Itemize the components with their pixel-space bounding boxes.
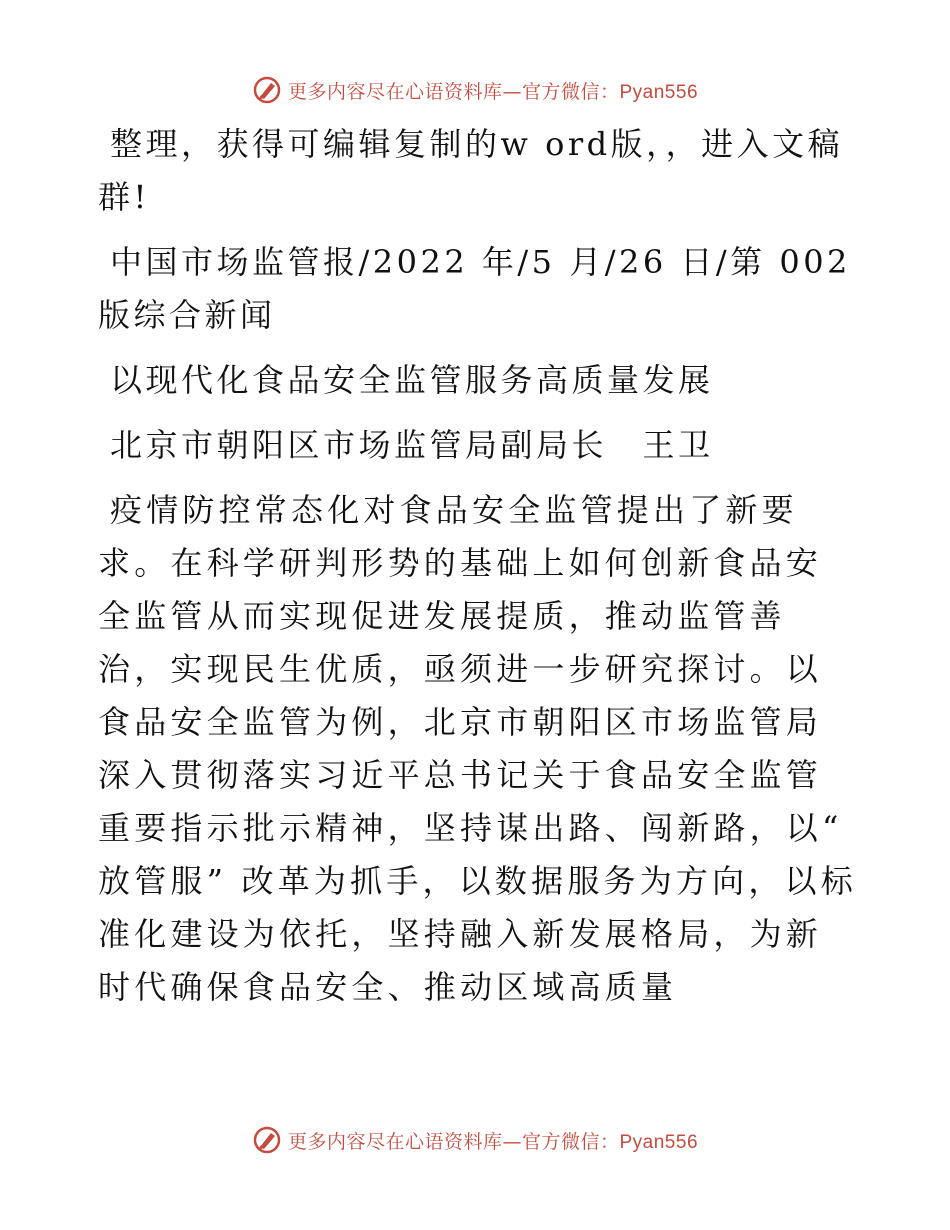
watermark-header	[0, 70, 950, 110]
watermark-text-en: Pyan556	[619, 1131, 699, 1153]
watermark-text-en: Pyan556	[619, 81, 699, 103]
watermark-footer	[0, 1120, 950, 1160]
watermark-text-cn: 更多内容尽在心语资料库—官方微信：	[287, 1130, 620, 1153]
intro-note: 整理，获得可编辑复制的w ord版，，进入文稿群!	[98, 125, 844, 216]
source-line: 中国市场监管报/2022 年/5 月/26 日/第 002 版综合新闻	[98, 243, 851, 334]
watermark-text	[288, 1127, 698, 1154]
pen-seal-icon	[252, 75, 282, 105]
author-line: 北京市朝阳区市场监管局副局长 王卫	[110, 426, 714, 464]
pen-seal-icon	[252, 1125, 282, 1155]
watermark-text	[288, 77, 698, 104]
article-title: 以现代化食品安全监管服务高质量发展	[110, 361, 714, 399]
body-paragraph: 疫情防控常态化对食品安全监管提出了新要求。在科学研判形势的基础上如何创新食品安全监管从而实现促进发展提质，推动监管善治，实现民生优质，亟须进一步研究探讨。以食品安全监管为例，北京市朝阳区市场监管局深入贯彻落实习近平总书记关于食品安全监管重要指示批示精神，坚持谋出路、闯新路，以“ 放管服” 改革为抓手，以数据服务为方向，以标准化建设为依托，坚持融入新发展格局，为新时代确保食品安全、推动区域高质量	[98, 491, 857, 1006]
watermark-text-cn: 更多内容尽在心语资料库—官方微信：	[287, 80, 620, 103]
document-body	[98, 118, 858, 1026]
